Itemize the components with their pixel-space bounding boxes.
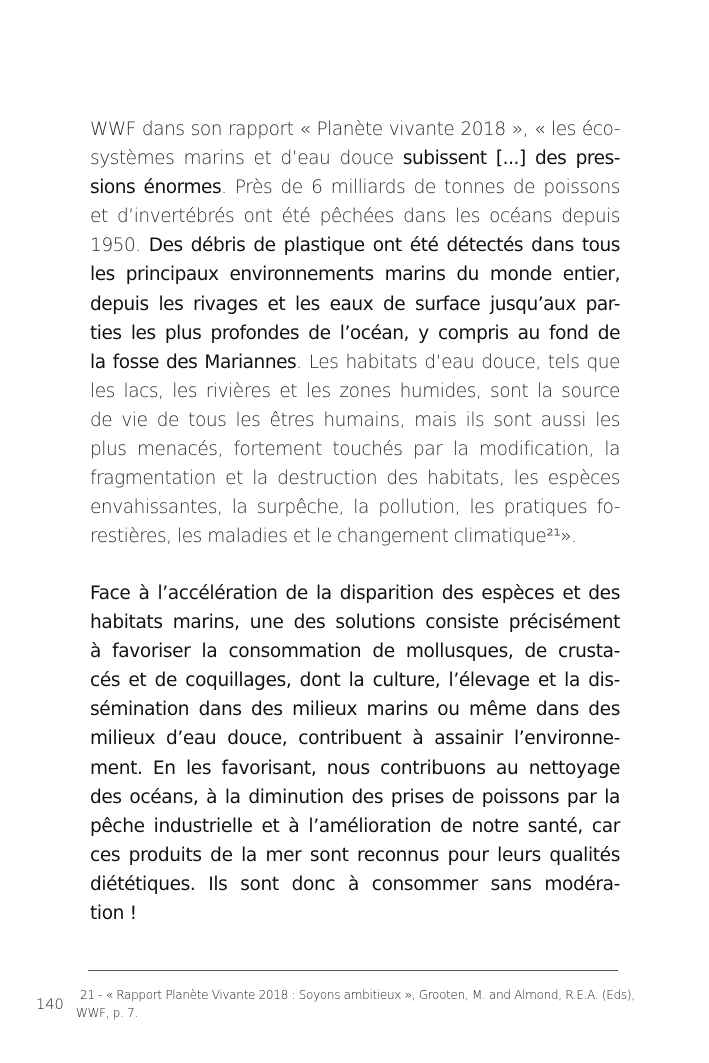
text-line [90, 115, 620, 144]
text-segment: WWF dans son rapport « Planète vivante 2018 », « les éco- [90, 119, 620, 140]
text-segment: les lacs, les rivières et les zones humides, sont la source [90, 380, 620, 402]
text-line [90, 173, 620, 202]
text-line: habitats marins, une des solutions consiste précisément [90, 612, 620, 634]
text-line: à favoriser la consommation de mollusques, de crusta- [90, 641, 620, 663]
text-line [90, 348, 620, 377]
footnote-line-1: 21 - « Rapport Planète Vivante 2018 : Soyons ambitieux », Grooten, M. and Almond, R.E.A. (Eds), [80, 988, 635, 1002]
text-line [90, 522, 620, 551]
text-line: milieux d’eau douce, contribuent à assainir l’environne- [90, 728, 620, 750]
text-segment: envahissantes, la surpêche, la pollution, les pratiques fo- [90, 497, 620, 519]
footnote [76, 986, 636, 1022]
text-segment: 1950. [90, 235, 149, 257]
emphasized-text: depuis les rivages et les eaux de surface jusqu’aux par- [90, 293, 620, 315]
text-segment: plus menacés, fortement touchés par la modification, la [90, 439, 620, 461]
paragraph-2 [90, 579, 620, 928]
emphasized-text: ties les plus profondes de l’océan, y compris au fond de [90, 322, 620, 344]
text-line: tion ! [90, 903, 137, 925]
text-line: Face à l’accélération de la disparition des espèces et des [90, 583, 620, 604]
emphasized-text: la fosse des Mariannes [90, 351, 297, 373]
emphasized-text: sions énormes [90, 177, 222, 199]
text-segment: et d’invertébrés ont été pêchées dans les océans depuis [90, 206, 620, 228]
text-line [90, 260, 620, 289]
footnote-divider [88, 970, 618, 971]
emphasized-text: Des débris de plastique ont été détectés dans tous [148, 235, 620, 257]
text-line [90, 231, 620, 260]
text-line [90, 493, 620, 522]
paragraph-1 [90, 115, 620, 551]
text-line [90, 319, 620, 348]
text-line [90, 377, 620, 406]
text-line: sémination dans des milieux marins ou même dans des [90, 699, 620, 721]
footnote-line-2: WWF, p. 7. [76, 1006, 138, 1020]
text-line: cés et de coquillages, dont la culture, l’élevage et la dis- [90, 670, 620, 692]
text-line: ment. En les favorisant, nous contribuons au nettoyage [90, 757, 620, 779]
text-line [90, 435, 620, 464]
text-line [90, 406, 620, 435]
emphasized-text: les principaux environnements marins du monde entier, [90, 264, 620, 286]
text-line: ces produits de la mer sont reconnus pour leurs qualités [90, 844, 620, 866]
text-line [90, 464, 620, 493]
text-line: pêche industrielle et à l’amélioration de notre santé, car [90, 815, 620, 837]
text-line [90, 144, 620, 173]
text-segment: de vie de tous les êtres humains, mais ils sont aussi les [90, 409, 620, 431]
text-line [90, 290, 620, 319]
text-line [90, 202, 620, 231]
emphasized-text: subissent [...] des pres- [402, 148, 620, 170]
text-line: des océans, à la diminution des prises de poissons par la [90, 786, 620, 808]
page-number: 140 [36, 997, 64, 1013]
text-line: diététiques. Ils sont donc à consommer sans modéra- [90, 873, 620, 895]
text-segment: . Près de 6 milliards de tonnes de poissons [221, 177, 620, 199]
text-segment: . Les habitats d’eau douce, tels que [296, 351, 620, 373]
text-segment: restières, les maladies et le changement climatique²¹». [90, 526, 577, 548]
text-segment: fragmentation et la destruction des habitats, les espèces [90, 468, 620, 490]
text-segment: systèmes marins et d’eau douce [90, 148, 403, 170]
